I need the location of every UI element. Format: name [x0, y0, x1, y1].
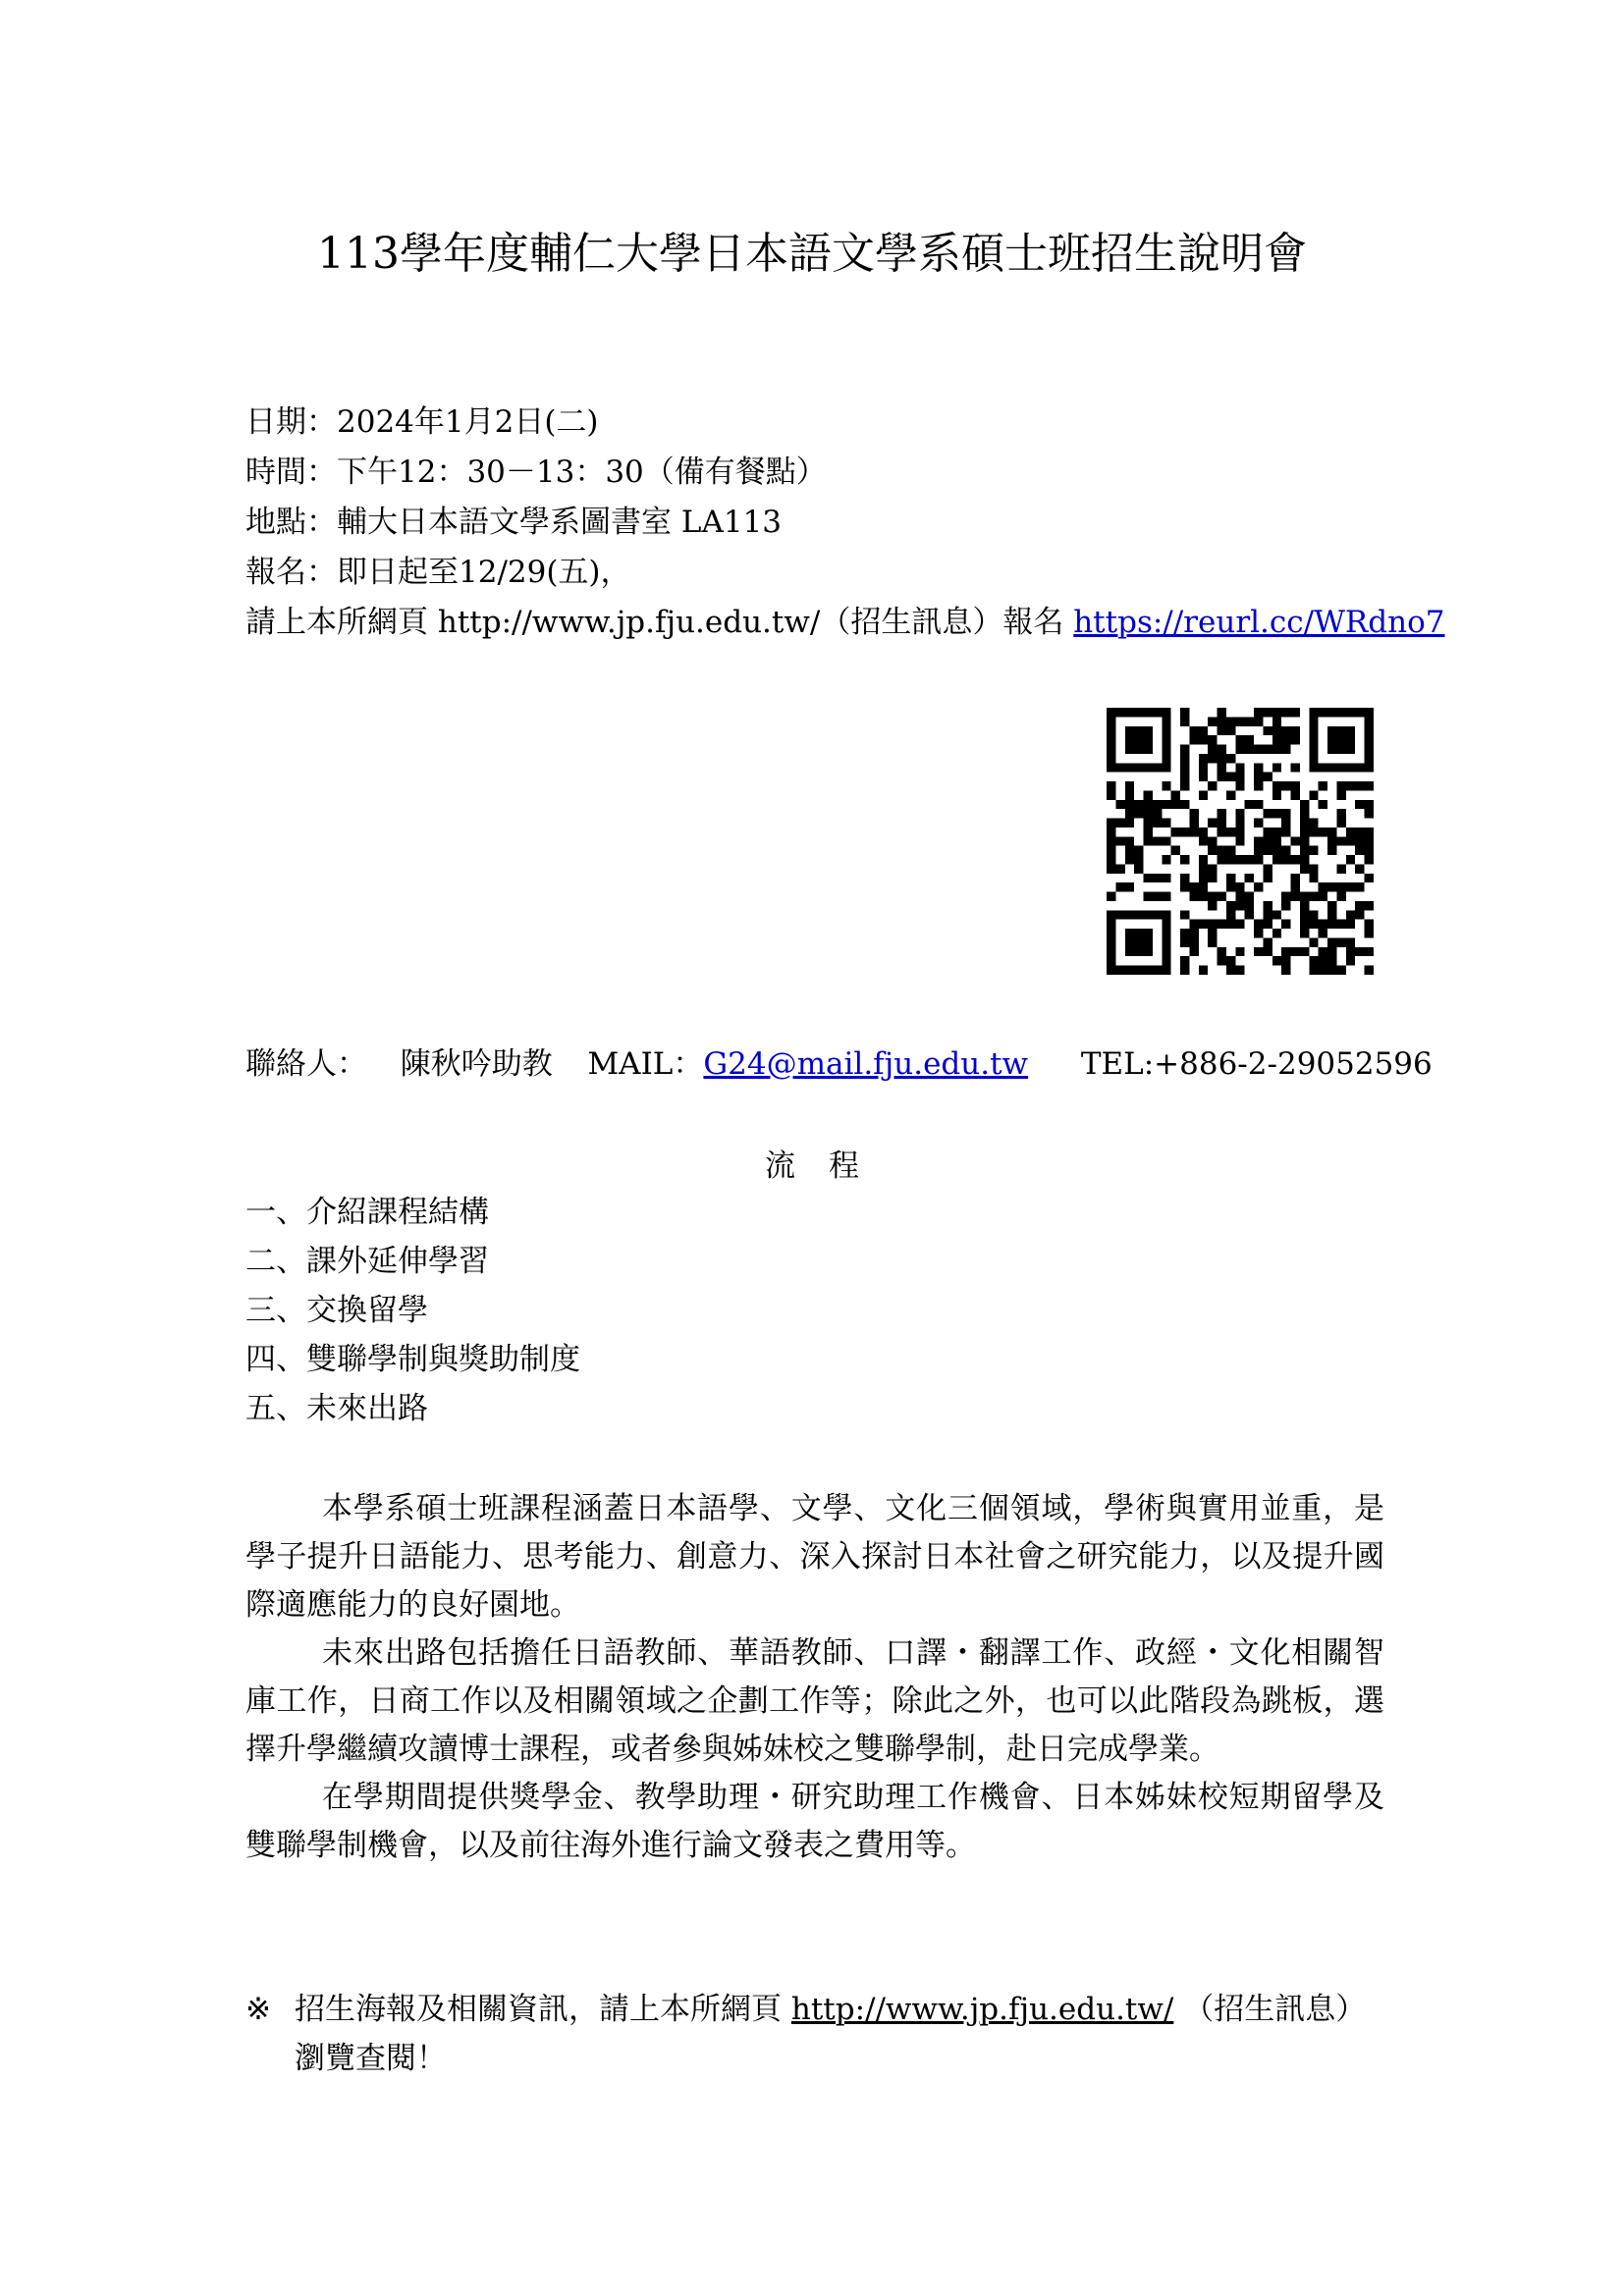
- contact-tel: TEL:+886-2-29052596: [1080, 1046, 1433, 1082]
- event-info: [245, 398, 1444, 648]
- flow-item: 四、雙聯學制與獎助制度: [245, 1342, 580, 1377]
- note-line-2: 瀏覽查閱！: [295, 2041, 447, 2076]
- flow-heading: 流程: [765, 1148, 893, 1184]
- event-date: 日期：2024年1月2日(二): [245, 404, 599, 440]
- mail-label: MAIL：: [587, 1046, 704, 1082]
- flow-item: 三、交換留學: [245, 1293, 428, 1328]
- note-text-after: （招生訊息）: [1173, 1992, 1367, 2027]
- signup-prefix: 請上本所網頁 http://www.jp.fju.edu.tw/（招生訊息）報名: [245, 605, 1074, 640]
- event-signup: 報名：即日起至12/29(五)，: [245, 555, 631, 590]
- paragraph-careers: 未來出路包括擔任日語教師、華語教師、口譯・翻譯工作、政經・文化相關智庫工作，日商工作以及相關領域之企劃工作等；除此之外，也可以此階段為跳板，選擇升學繼續攻讀博士課程，或者參與姊妹校之雙聯學制，赴日完成學業。: [245, 1635, 1384, 1767]
- paragraph-support: 在學期間提供獎學金、教學助理・研究助理工作機會、日本姊妹校短期留學及雙聯學制機會，以及前往海外進行論文發表之費用等。: [245, 1780, 1384, 1863]
- contact-name: 陳秋吟助教: [400, 1046, 553, 1082]
- qr-code-icon: [1107, 708, 1374, 975]
- flow-item: 二、課外延伸學習: [245, 1244, 489, 1279]
- signup-instructions: [245, 598, 1444, 648]
- description: [245, 1485, 1384, 1870]
- event-time: 時間：下午12：30－13：30（備有餐點）: [245, 454, 827, 490]
- paragraph-curriculum: 本學系碩士班課程涵蓋日本語學、文學、文化三個領域，學術與實用並重，是學子提升日語能力、思考能力、創意力、深入探討日本社會之研究能力，以及提升國際適應能力的良好園地。: [245, 1491, 1384, 1623]
- note-text: 招生海報及相關資訊，請上本所網頁: [295, 1992, 791, 2027]
- note-mark: ※: [245, 1992, 271, 2027]
- flow-item: 一、介紹課程結構: [245, 1195, 489, 1230]
- contact-email-link[interactable]: G24@mail.fju.edu.tw: [703, 1046, 1029, 1082]
- flow-item: 五、未來出路: [245, 1391, 428, 1426]
- page-title: 113學年度輔仁大學日本語文學系碩士班招生說明會: [317, 229, 1307, 279]
- event-place: 地點：輔大日本語文學系圖書室 LA113: [245, 505, 782, 540]
- website-link[interactable]: http://www.jp.fju.edu.tw/: [790, 1992, 1174, 2027]
- signup-link[interactable]: https://reurl.cc/WRdno7: [1073, 605, 1445, 640]
- flow-list: [245, 1188, 580, 1433]
- contact-line: [245, 1039, 1433, 1083]
- footer-note: [245, 1985, 1394, 2083]
- contact-label: 聯絡人：: [245, 1046, 367, 1082]
